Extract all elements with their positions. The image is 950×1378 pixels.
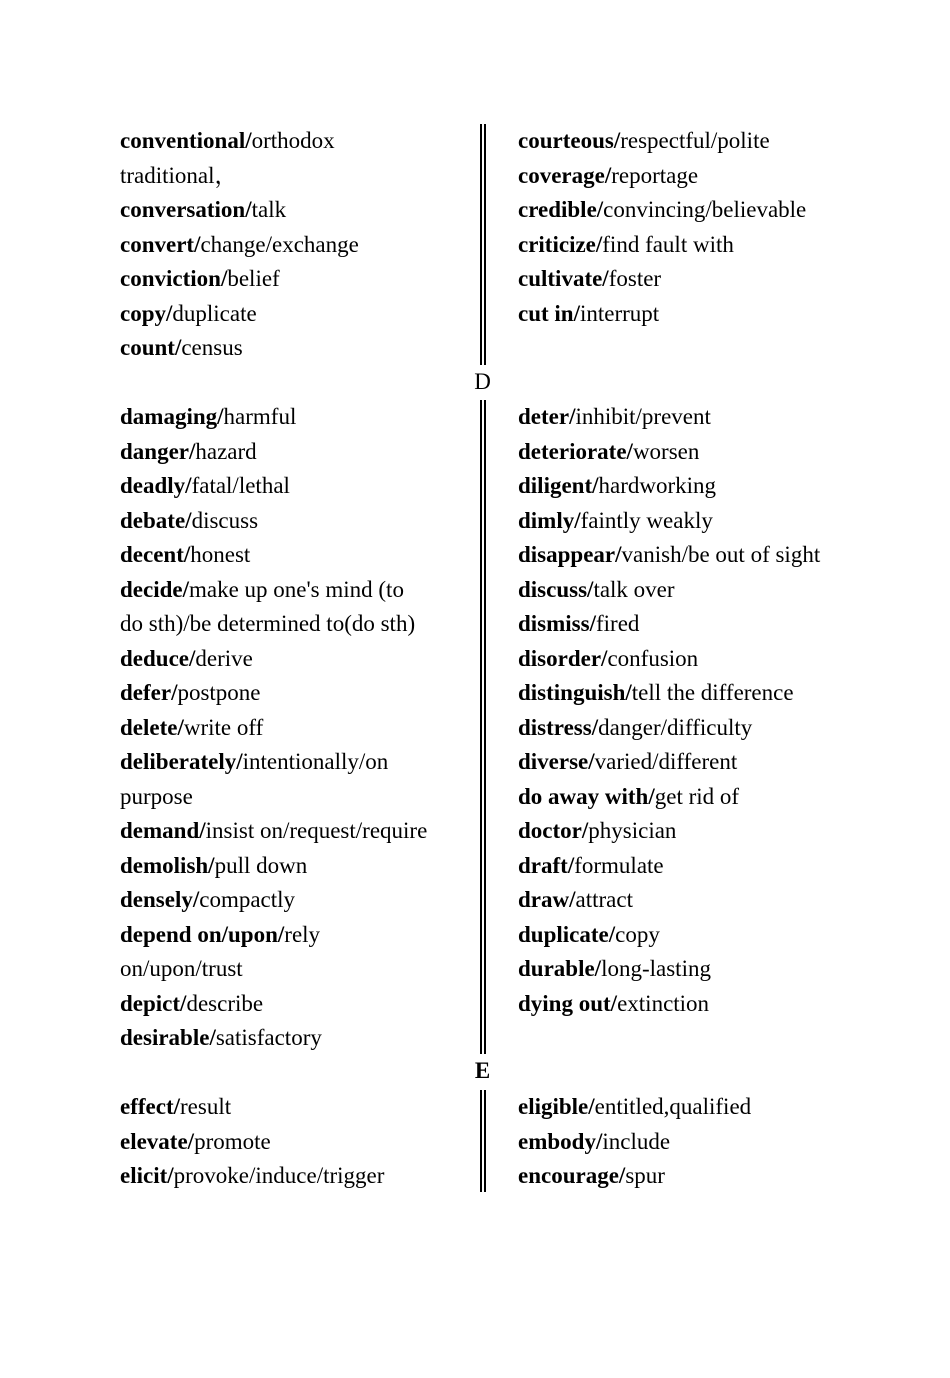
vocab-synonyms: derive [195,645,253,671]
vocab-term: deduce/ [120,645,196,671]
vocab-synonyms: reportage [611,162,699,188]
vocab-entry [518,711,938,746]
vocab-synonyms: do sth)/be determined to(do sth) [120,611,416,636]
vocab-term: elicit/ [120,1163,174,1188]
vocab-synonyms: hazard [195,438,257,464]
vocab-term: discuss/ [518,576,594,602]
vocab-term: diligent/ [518,473,599,498]
vocab-term: conventional/ [120,128,252,153]
vocab-term: courteous/ [518,128,621,153]
vocab-synonyms: spur [625,1163,665,1188]
vocab-entry [120,193,470,228]
vocab-synonyms: extinction [617,990,710,1016]
vocab-term: effect/ [120,1094,180,1119]
vocab-synonyms: formulate [574,852,664,878]
vocab-synonyms: satisfactory [215,1025,322,1050]
section-d [0,400,950,1054]
vocab-term: conviction/ [120,266,228,291]
vocab-term: dimly/ [518,507,581,533]
vocab-entry [120,469,470,504]
vocab-term: cut in/ [518,300,580,326]
vocab-synonyms: talk [251,197,287,222]
vocab-entry [120,918,470,953]
vocab-entry [120,573,470,608]
vocab-synonyms: postpone [177,680,261,705]
section-e-right-column [518,1090,938,1194]
vocab-entry [518,780,938,815]
vocab-term: distinguish/ [518,680,632,705]
section-e-left-column [120,1090,470,1194]
vocab-entry [120,711,470,746]
vocab-synonyms: hardworking [598,473,717,498]
vocab-term: disappear/ [518,542,622,567]
section-e [0,1090,950,1192]
vocab-synonyms: attract [575,887,633,912]
vocab-entry [120,159,470,194]
vocab-synonyms: intentionally/on [242,749,389,774]
vocab-term: encourage/ [518,1163,626,1188]
vocab-synonyms: entitled,qualified [594,1094,752,1119]
vocab-term: dismiss/ [518,611,596,636]
vocab-entry [518,469,938,504]
vocab-synonyms: traditional， [120,162,238,188]
vocab-entry [518,262,938,297]
vocab-entry [120,228,470,263]
vocab-term: demand/ [120,818,206,843]
vocab-entry [518,435,938,470]
vocab-term: embody/ [518,1128,603,1154]
vocab-entry [120,607,470,642]
vocab-synonyms: varied/different [594,749,738,774]
vocab-term: depict/ [120,990,187,1016]
vocab-entry [518,1090,938,1125]
vocab-synonyms: interrupt [579,300,660,326]
section-c [0,124,950,365]
vocab-synonyms: make up one's mind (to [189,576,404,602]
vocab-term: defer/ [120,680,178,705]
vocab-term: doctor/ [518,818,589,843]
vocab-term: deter/ [518,404,576,429]
vocab-term: convert/ [120,231,201,257]
vocab-synonyms: convincing/believable [603,197,807,222]
vocab-term: elevate/ [120,1128,195,1154]
vocab-entry [120,780,470,815]
vocab-term: danger/ [120,438,196,464]
vocab-synonyms: respectful/polite [620,128,770,153]
vocab-synonyms: change/exchange [200,231,359,257]
vocab-synonyms: honest [190,542,251,567]
vocab-entry [518,745,938,780]
vocab-term: desirable/ [120,1025,216,1050]
vocab-term: do away with/ [518,783,655,809]
vocab-term: count/ [120,335,182,360]
vocab-synonyms: fired [595,611,640,636]
vocab-entry [518,1159,938,1194]
vocab-synonyms: physician [588,818,677,843]
vocab-entry [120,1021,470,1056]
section-c-right-column [518,124,938,331]
vocab-entry [518,883,938,918]
vocab-synonyms: danger/difficulty [598,714,753,740]
vocab-term: decide/ [120,576,189,602]
vocab-entry [120,952,470,987]
vocab-term: draft/ [518,852,575,878]
vocab-synonyms: promote [194,1128,271,1154]
vocab-synonyms: tell the difference [631,680,794,705]
vocab-entry [120,676,470,711]
vocab-term: cultivate/ [518,266,609,291]
vocab-synonyms: inhibit/prevent [575,404,711,429]
vocab-term: dying out/ [518,990,618,1016]
vocab-entry [120,849,470,884]
vocab-term: depend on/upon/ [120,921,285,947]
vocab-synonyms: faintly weakly [580,507,713,533]
vocab-synonyms: census [181,335,243,360]
vocab-synonyms: orthodox [251,128,335,153]
vocab-entry [120,1159,470,1194]
vocab-term: durable/ [518,956,602,981]
vocab-term: eligible/ [518,1094,595,1119]
vocab-entry [518,228,938,263]
vocab-term: damaging/ [120,404,224,429]
vocab-term: distress/ [518,714,599,740]
vocab-synonyms: duplicate [172,300,257,326]
vocab-term: deliberately/ [120,749,243,774]
vocab-term: coverage/ [518,162,612,188]
section-d-left-column [120,400,470,1056]
vocab-synonyms: include [602,1128,671,1154]
vocab-entry [120,1125,470,1160]
vocab-entry [120,814,470,849]
vocab-entry [518,400,938,435]
vocab-synonyms: rely [284,921,321,947]
vocab-entry [518,987,938,1022]
vocab-entry [518,952,938,987]
vocab-term: decent/ [120,542,191,567]
vocab-term: copy/ [120,300,173,326]
vocab-synonyms: purpose [120,783,193,809]
vocab-entry [120,297,470,332]
vocab-entry [120,435,470,470]
vocab-entry [120,331,470,366]
vocab-synonyms: provoke/induce/trigger [173,1163,385,1188]
vocab-synonyms: fatal/lethal [191,473,290,498]
vocab-synonyms: copy [615,921,660,947]
vocab-synonyms: foster [608,266,662,291]
section-d-right-column [518,400,938,1021]
vocab-synonyms: find fault with [602,231,734,257]
vocab-term: deadly/ [120,473,192,498]
vocab-entry [518,642,938,677]
vocab-synonyms: get rid of [654,783,740,809]
vocab-entry [518,297,938,332]
vocab-term: conversation/ [120,197,252,222]
vocab-term: delete/ [120,714,184,740]
vocab-entry [518,676,938,711]
vocab-synonyms: on/upon/trust [120,956,243,981]
vocab-term: diverse/ [518,749,595,774]
column-divider [480,124,486,365]
vocab-entry [120,124,470,159]
vocab-term: criticize/ [518,231,603,257]
vocab-term: debate/ [120,507,192,533]
vocab-entry [120,504,470,539]
vocab-synonyms: pull down [214,852,308,878]
vocab-synonyms: belief [227,266,280,291]
vocab-entry [120,400,470,435]
vocab-entry [120,538,470,573]
vocab-entry [120,987,470,1022]
vocab-synonyms: result [180,1094,232,1119]
vocab-synonyms: vanish/be out of sight [621,542,821,567]
vocab-entry [120,642,470,677]
vocab-synonyms: compactly [199,887,296,912]
vocab-synonyms: discuss [191,507,259,533]
column-divider [480,1090,486,1192]
vocab-entry [518,1125,938,1160]
vocab-entry [120,883,470,918]
vocab-term: disorder/ [518,645,608,671]
vocab-synonyms: talk over [593,576,675,602]
vocab-entry [518,159,938,194]
vocab-synonyms: long-lasting [601,956,711,981]
letter-heading-d: D [474,369,491,394]
vocab-entry [518,849,938,884]
vocab-entry [518,607,938,642]
vocab-entry [518,814,938,849]
vocab-entry [120,745,470,780]
vocab-term: duplicate/ [518,921,616,947]
vocab-synonyms: write off [183,714,264,740]
vocab-term: densely/ [120,887,200,912]
vocab-entry [518,538,938,573]
vocab-entry [518,124,938,159]
vocab-synonyms: worsen [632,438,700,464]
column-divider [480,400,486,1054]
vocab-term: deteriorate/ [518,438,633,464]
vocab-entry [518,504,938,539]
vocab-synonyms: confusion [607,645,699,671]
vocab-synonyms: describe [186,990,264,1016]
vocab-term: credible/ [518,197,604,222]
section-c-left-column [120,124,470,366]
vocab-entry [518,918,938,953]
vocab-term: demolish/ [120,852,215,878]
letter-heading-e: E [474,1058,491,1083]
vocab-entry [518,193,938,228]
vocab-entry [518,573,938,608]
vocab-synonyms: harmful [223,404,297,429]
vocab-term: draw/ [518,887,576,912]
vocab-entry [120,262,470,297]
vocab-synonyms: insist on/request/require [205,818,428,843]
vocab-entry [120,1090,470,1125]
